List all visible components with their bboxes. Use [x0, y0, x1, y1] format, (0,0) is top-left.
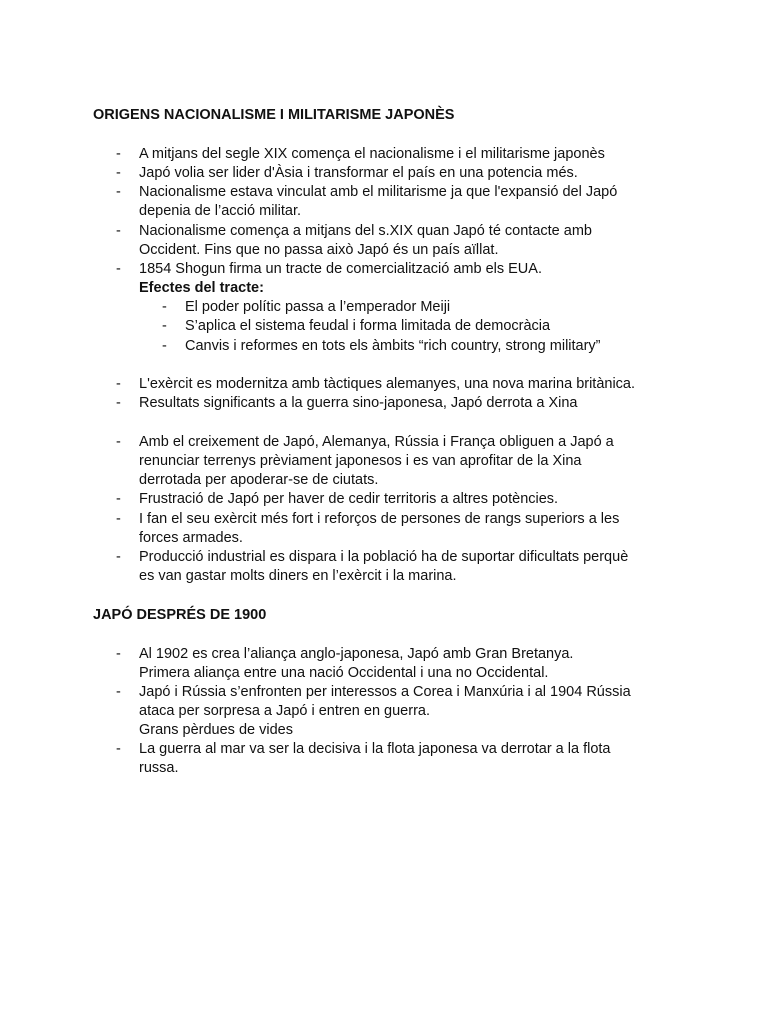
list-item: 1854 Shogun firma un tracte de comercialització amb els EUA.: [139, 261, 542, 277]
list-item-continuation: derrotada per apoderar-se de ciutats.: [139, 472, 379, 488]
list-item: Nacionalisme estava vinculat amb el militarisme ja que l'expansió del Japó: [139, 184, 618, 200]
list-item-continuation: renunciar terrenys prèviament japonesos i es van aprofitar de la Xina: [139, 453, 582, 469]
bullet-dash: -: [116, 165, 121, 181]
list-item-continuation: ataca per sorpresa a Japó i entren en guerra.: [139, 703, 430, 719]
list-item-continuation: russa.: [139, 760, 179, 776]
list-item-continuation: forces armades.: [139, 530, 243, 546]
sub-bullet-dash: -: [162, 338, 167, 354]
bullet-dash: -: [116, 491, 121, 507]
bullet-dash: -: [116, 223, 121, 239]
list-item-continuation: Occident. Fins que no passa això Japó és un país aïllat.: [139, 242, 499, 258]
sub-list-item: El poder polític passa a l’emperador Meiji: [185, 299, 451, 315]
list-item-continuation: es van gastar molts diners en l’exèrcit i la marina.: [139, 568, 457, 584]
subheading: Efectes del tracte:: [139, 280, 264, 296]
list-item: I fan el seu exèrcit més fort i reforços de persones de rangs superiors a les: [139, 511, 620, 527]
bullet-dash: -: [116, 376, 121, 392]
bullet-dash: -: [116, 741, 121, 757]
sub-bullet-dash: -: [162, 318, 167, 334]
list-item-continuation: depenia de l’acció militar.: [139, 203, 302, 219]
list-item: Japó i Rússia s’enfronten per interessos a Corea i Manxúria i al 1904 Rússia: [139, 684, 631, 700]
list-item: Al 1902 es crea l’aliança anglo-japonesa, Japó amb Gran Bretanya.: [139, 646, 574, 662]
section-title: ORIGENS NACIONALISME I MILITARISME JAPONÈS: [93, 107, 455, 123]
sub-list-item: S’aplica el sistema feudal i forma limitada de democràcia: [185, 318, 551, 334]
bullet-dash: -: [116, 646, 121, 662]
list-item: Japó volia ser lider d'Àsia i transformar el país en una potencia més.: [139, 165, 578, 181]
list-item: Amb el creixement de Japó, Alemanya, Rússia i França obliguen a Japó a: [139, 434, 614, 450]
bullet-dash: -: [116, 434, 121, 450]
bullet-dash: -: [116, 146, 121, 162]
bullet-dash: -: [116, 549, 121, 565]
list-item: Resultats significants a la guerra sino-japonesa, Japó derrota a Xina: [139, 395, 578, 411]
bullet-dash: -: [116, 184, 121, 200]
list-item: Producció industrial es dispara i la població ha de suportar dificultats perquè: [139, 549, 629, 565]
list-item: Frustració de Japó per haver de cedir territoris a altres potències.: [139, 491, 559, 507]
bullet-dash: -: [116, 511, 121, 527]
bullet-dash: -: [116, 395, 121, 411]
sub-list-item: Canvis i reformes en tots els àmbits “rich country, strong military”: [185, 338, 601, 354]
list-item: L'exèrcit es modernitza amb tàctiques alemanyes, una nova marina britànica.: [139, 376, 636, 392]
list-item: A mitjans del segle XIX comença el nacionalisme i el militarisme japonès: [139, 146, 605, 162]
bullet-dash: -: [116, 684, 121, 700]
list-item: La guerra al mar va ser la decisiva i la flota japonesa va derrotar a la flota: [139, 741, 611, 757]
list-item-continuation: Grans pèrdues de vides: [139, 722, 293, 738]
sub-bullet-dash: -: [162, 299, 167, 315]
section-title: JAPÓ DESPRÉS DE 1900: [93, 607, 267, 623]
bullet-dash: -: [116, 261, 121, 277]
list-item-continuation: Primera aliança entre una nació Occidental i una no Occidental.: [139, 665, 549, 681]
list-item: Nacionalisme comença a mitjans del s.XIX quan Japó té contacte amb: [139, 223, 592, 239]
